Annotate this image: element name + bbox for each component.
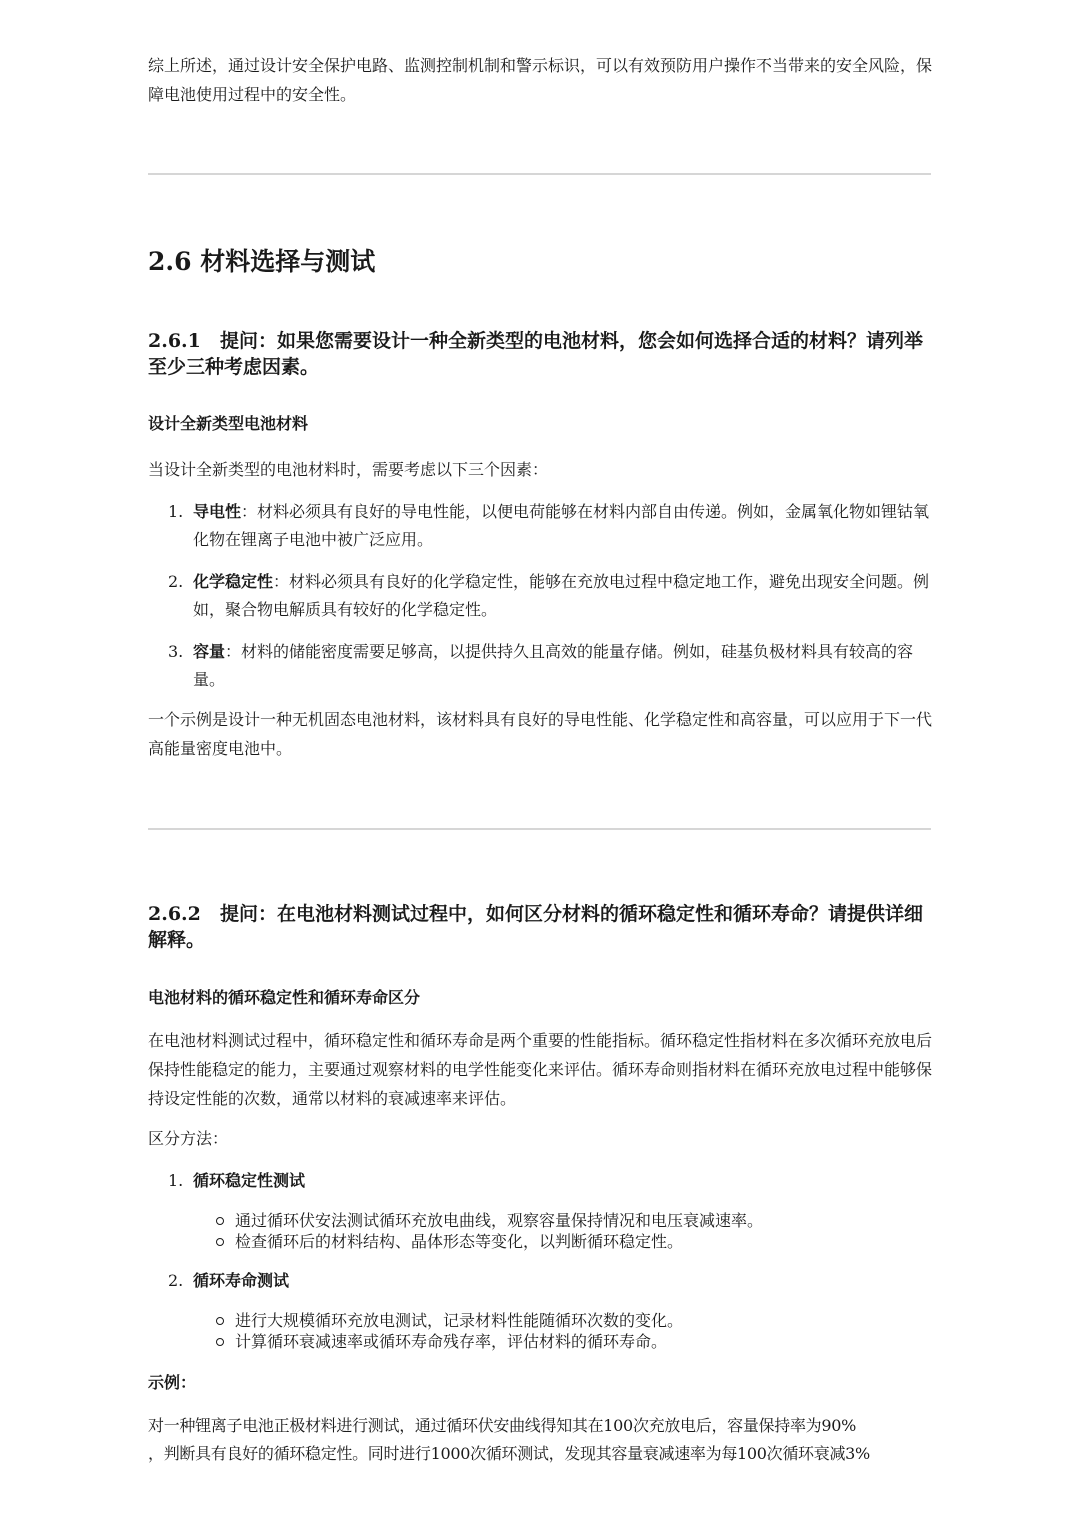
item-number: 1. bbox=[168, 502, 184, 521]
methods-label: 区分方法： bbox=[148, 1129, 229, 1148]
list-item bbox=[168, 498, 938, 554]
bullet-icon bbox=[216, 1238, 224, 1246]
bullet-list bbox=[216, 1310, 936, 1352]
bullet-icon bbox=[216, 1317, 224, 1325]
section-number: 2.6 bbox=[148, 247, 192, 276]
bullet-item bbox=[216, 1331, 936, 1352]
item-text: ：材料必须具有良好的化学稳定性，能够在充放电过程中稳定地工作，避免出现安全问题。例如，聚合物电解质具有较好的化学稳定性。 bbox=[193, 572, 930, 619]
bullet-icon bbox=[216, 1217, 224, 1225]
question-text: 提问：在电池材料测试过程中，如何区分材料的循环稳定性和循环寿命？请提供详细解释。 bbox=[148, 903, 924, 951]
question-text: 提问：如果您需要设计一种全新类型的电池材料，您会如何选择合适的材料？请列举至少三种考虑因素。 bbox=[148, 330, 924, 378]
divider bbox=[148, 173, 931, 175]
item-term: 导电性 bbox=[193, 502, 242, 521]
item-number: 2. bbox=[168, 1271, 184, 1290]
bullet-text: 计算循环衰减速率或循环寿命残存率，评估材料的循环寿命。 bbox=[235, 1332, 668, 1351]
item-title: 循环稳定性测试 bbox=[193, 1171, 306, 1190]
lead-paragraph: 当设计全新类型的电池材料时，需要考虑以下三个因素： bbox=[148, 460, 549, 479]
bullet-item bbox=[216, 1210, 936, 1231]
question-heading-2 bbox=[148, 901, 938, 953]
example-line-1: 对一种锂离子电池正极材料进行测试，通过循环伏安曲线得知其在100次充放电后，容量保持率为90% bbox=[148, 1416, 857, 1435]
bullet-text: 检查循环后的材料结构、晶体形态等变化，以判断循环稳定性。 bbox=[235, 1232, 684, 1251]
bullet-item bbox=[216, 1310, 936, 1331]
answer-heading-2: 电池材料的循环稳定性和循环寿命区分 bbox=[148, 988, 421, 1007]
list-item bbox=[168, 638, 938, 694]
item-term: 化学稳定性 bbox=[193, 572, 274, 591]
question-number: 2.6.1 bbox=[148, 330, 201, 352]
example-line-2: ，判断具有良好的循环稳定性。同时进行1000次循环测试，发现其容量衰减速率为每100次循环衰减3% bbox=[148, 1444, 870, 1463]
list-item bbox=[168, 1167, 938, 1195]
bullet-text: 进行大规模循环充放电测试，记录材料性能随循环次数的变化。 bbox=[235, 1311, 684, 1330]
conclusion-paragraph: 综上所述，通过设计安全保护电路、监测控制机制和警示标识，可以有效预防用户操作不当带来的安全风险，保障电池使用过程中的安全性。 bbox=[148, 56, 933, 104]
item-text: ：材料必须具有良好的导电性能，以便电荷能够在材料内部自由传递。例如，金属氧化物如锂钴氧化物在锂离子电池中被广泛应用。 bbox=[193, 502, 930, 549]
section-title bbox=[148, 245, 375, 279]
item-number: 2. bbox=[168, 572, 184, 591]
example-paragraph: 一个示例是设计一种无机固态电池材料，该材料具有良好的导电性能、化学稳定性和高容量，可以应用于下一代高能量密度电池中。 bbox=[148, 710, 933, 758]
section-title-text: 材料选择与测试 bbox=[200, 247, 376, 276]
question-heading-1 bbox=[148, 328, 938, 380]
bullet-list bbox=[216, 1210, 936, 1252]
body-paragraph: 在电池材料测试过程中，循环稳定性和循环寿命是两个重要的性能指标。循环稳定性指材料在多次循环充放电后保持性能稳定的能力，主要通过观察材料的电学性能变化来评估。循环寿命则指材料在循环充放电过程中能够保持设定性能的次数，通常以材料的衰减速率来评估。 bbox=[148, 1031, 933, 1108]
factor-list bbox=[168, 498, 938, 694]
example-label: 示例： bbox=[148, 1373, 197, 1392]
divider bbox=[148, 828, 931, 830]
list-item bbox=[168, 1267, 938, 1295]
method-list bbox=[168, 1167, 938, 1195]
item-term: 容量 bbox=[193, 642, 226, 661]
method-list bbox=[168, 1267, 938, 1295]
item-number: 3. bbox=[168, 642, 184, 661]
bullet-icon bbox=[216, 1338, 224, 1346]
item-number: 1. bbox=[168, 1171, 184, 1190]
item-title: 循环寿命测试 bbox=[193, 1271, 290, 1290]
item-text: ：材料的储能密度需要足够高，以提供持久且高效的能量存储。例如，硅基负极材料具有较高的容量。 bbox=[193, 642, 914, 689]
answer-heading-1: 设计全新类型电池材料 bbox=[148, 414, 309, 433]
list-item bbox=[168, 568, 938, 624]
bullet-item bbox=[216, 1231, 936, 1252]
question-number: 2.6.2 bbox=[148, 903, 201, 925]
bullet-text: 通过循环伏安法测试循环充放电曲线，观察容量保持情况和电压衰减速率。 bbox=[235, 1211, 764, 1230]
